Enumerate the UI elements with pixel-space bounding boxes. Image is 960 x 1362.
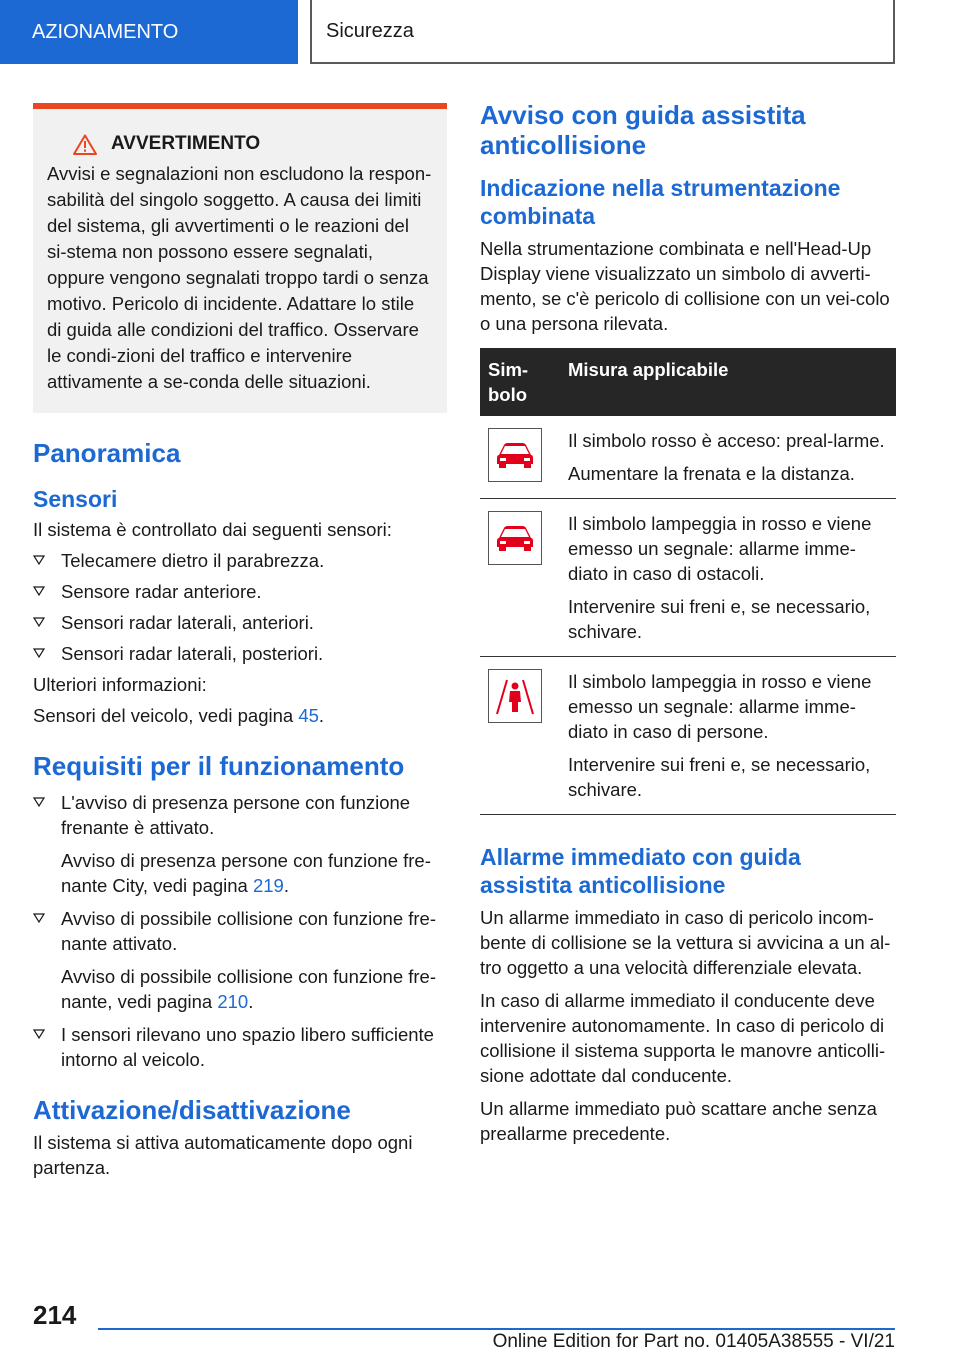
footer-edition: Online Edition for Part no. 01405A38555 - VI/21 [492,1331,895,1352]
warning-body: Avvisi e segnalazioni non escludono la respon-sabilità del singolo soggetto. A causa dei limiti del sistema, gli avvertimenti o le reazioni del si-stema non possono essere segnalati, oppure vengono segnalati troppo tardi o senza motivo. Pericolo di incidente. Adattare lo stile di guida alle condizioni del traffico. Osservare le condi-zioni del traffico e intervenire attivamente a se-conda delle situazioni. [47,163,432,392]
vehicle-sensors-ref: Sensori del veicolo, vedi pagina 45. [33,705,325,726]
triangle-bullet-icon [33,555,45,565]
triangle-bullet-icon [33,1029,45,1039]
triangle-bullet-icon [33,648,45,658]
triangle-bullet-icon [33,913,45,923]
measure-line: Intervenire sui freni e, se necessario, schivare. [568,596,871,642]
measure-line: Il simbolo lampeggia in rosso e viene emesso un segnale: allarme imme-diato in caso di persone. [568,671,872,742]
sensor-list [33,548,447,666]
requirements-heading: Requisiti per il funzionamento [33,751,405,781]
list-item [33,579,447,604]
measure-cell [560,416,896,499]
requirement-ref: Avviso di presenza persone con funzione fre-nante City, vedi pagina 219. [61,850,431,896]
page-link-45[interactable]: 45 [298,705,319,726]
requirements-list [33,790,447,1072]
page-number: 214 [33,1300,77,1330]
list-item [33,641,447,666]
page-link-219[interactable]: 219 [252,875,284,896]
chapter-tab[interactable] [310,0,895,64]
section-tab[interactable] [0,0,298,64]
measure-cell [560,499,896,657]
list-item [33,610,447,635]
warning-header [47,133,433,155]
list-item [33,1022,447,1072]
table-row [480,499,896,657]
immediate-p2: In caso di allarme immediato il conducente deve intervenire autonomamente. In caso di pericolo di collisione il sistema supporta le manovre anticolli-sione adottate dal conducente. [480,990,886,1086]
more-info-label: Ulteriori informazioni: [33,674,207,695]
vehicle-sensors-text: Sensori del veicolo, vedi pagina [33,705,299,726]
sensors-heading: Sensori [33,486,118,512]
list-item [33,906,447,1014]
warning-box [33,103,447,413]
red-car-icon [488,428,542,482]
table-row [480,657,896,815]
requirement-ref-text: Avviso di presenza persone con funzione fre-nante City, vedi pagina [61,850,431,896]
sensor-item: Telecamere dietro il parabrezza. [61,550,325,571]
measure-line: Aumentare la frenata e la distanza. [568,463,855,484]
display-heading: Indicazione nella strumentazione combinata [480,175,841,229]
overview-heading: Panoramica [33,438,181,468]
triangle-bullet-icon [33,797,45,807]
measure-cell [560,657,896,815]
flashing-red-car-icon [488,511,542,565]
requirement-ref-text: Avviso di possibile collisione con funzione fre-nante, vedi pagina [61,966,436,1012]
requirement-text: L'avviso di presenza persone con funzione frenante è attivato. [61,792,411,838]
table-row [480,416,896,499]
sensors-intro: Il sistema è controllato dai seguenti sensori: [33,519,392,540]
warning-triangle-icon [73,134,97,155]
sensor-item: Sensore radar anteriore. [61,581,262,602]
list-item [33,548,447,573]
footer-divider [98,1328,895,1330]
requirement-text: Avviso di possibile collisione con funzione fre-nante attivato. [61,908,436,954]
page-link-210[interactable]: 210 [217,991,249,1012]
pedestrian-warning-icon [488,669,542,723]
measure-line: Intervenire sui freni e, se necessario, schivare. [568,754,871,800]
immediate-p3: Un allarme immediato può scattare anche senza preallarme precedente. [480,1098,877,1144]
symbol-cell [480,499,560,657]
table-header-row [480,348,896,416]
warning-title: AVVERTIMENTO [111,133,261,154]
sensor-item: Sensori radar laterali, posteriori. [61,643,324,664]
symbol-cell [480,657,560,815]
immediate-p1: Un allarme immediato in caso di pericolo incom-bente di collisione se la vettura si avvicina a un al-tro oggetto a una velocità differenziale elevata. [480,907,891,978]
list-item [33,790,447,898]
chapter-title: Sicurezza [326,19,414,42]
left-column [33,100,447,1180]
activation-text: Il sistema si attiva automaticamente dopo ogni partenza. [33,1132,413,1178]
display-text: Nella strumentazione combinata e nell'Head-Up Display viene visualizzato un simbolo di avverti-mento, se c'è pericolo di collisione con un vei-colo o una persona rilevata. [480,238,890,334]
triangle-bullet-icon [33,617,45,627]
main-heading: Avviso con guida assistita anticollisione [480,100,806,160]
col-measure-header: Misura applicabile [560,348,896,416]
immediate-heading: Allarme immediato con guida assistita anticollisione [480,844,801,898]
requirement-text: I sensori rilevano uno spazio libero sufficiente intorno al veicolo. [61,1024,434,1070]
measure-line: Il simbolo rosso è acceso: preal-larme. [568,430,885,451]
sensor-item: Sensori radar laterali, anteriori. [61,612,314,633]
symbol-cell [480,416,560,499]
symbol-table [480,348,896,815]
measure-line: Il simbolo lampeggia in rosso e viene emesso un segnale: allarme imme-diato in caso di ostacoli. [568,513,872,584]
col-symbol-header: Sim-bolo [480,348,560,416]
right-column [480,100,896,1146]
activation-heading: Attivazione/disattivazione [33,1095,351,1125]
requirement-ref: Avviso di possibile collisione con funzione fre-nante, vedi pagina 210. [61,966,436,1012]
triangle-bullet-icon [33,586,45,596]
section-title: AZIONAMENTO [32,20,179,43]
